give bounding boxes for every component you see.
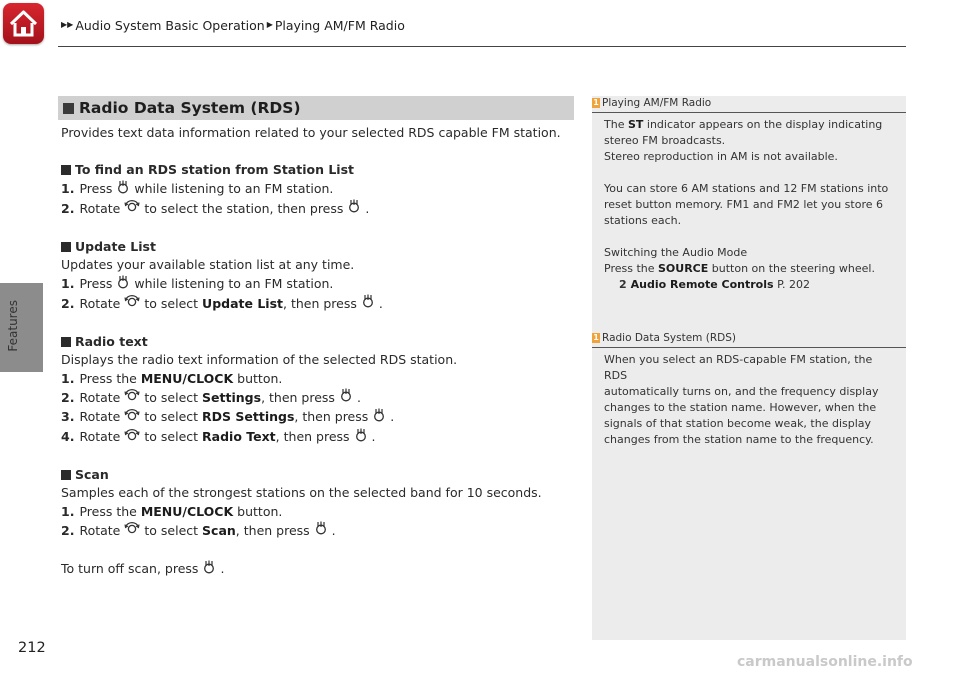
rotate-knob-icon xyxy=(124,199,140,219)
main-content xyxy=(61,124,571,579)
press-knob-icon xyxy=(347,199,361,219)
section-title: Radio Data System (RDS) xyxy=(79,99,301,117)
rotate-knob-icon xyxy=(124,294,140,314)
press-knob-icon xyxy=(314,521,328,541)
step: 2. Rotate to select Update List , then press . xyxy=(61,294,571,314)
subheading-scan: Scan xyxy=(61,466,571,485)
step: 2. Rotate to select Scan , then press . xyxy=(61,521,571,541)
rotate-knob-icon xyxy=(124,408,140,428)
breadcrumb: ▶▶ Audio System Basic Operation ▶ Playing AM/FM Radio xyxy=(61,18,405,33)
description: Samples each of the strongest stations on the selected band for 10 seconds. xyxy=(61,485,542,501)
press-knob-icon xyxy=(354,428,368,448)
footer-watermark: carmanualsonline.info xyxy=(737,654,913,670)
note-playing-am-fm: 1 Playing AM/FM Radio The ST indicator appears on the display indicating stereo FM broadcasts. Stereo reproduction in AM is not available. You can store 6 AM stations and 12 FM stations into reset button memory. FM1 and FM2 let you store 6 stations each. Switching the Audio Mode Press the SOURCE button on the steering wheel. 2 Audio Remote Controls P. 202 xyxy=(592,97,906,293)
reference-arrow-icon: 2 xyxy=(619,278,627,291)
note-header xyxy=(592,97,906,109)
home-button[interactable] xyxy=(3,3,44,44)
step: 2. Rotate to select Settings , then press . xyxy=(61,388,571,408)
subheading-marker-icon xyxy=(61,165,71,175)
rotate-knob-icon xyxy=(124,388,140,408)
step: 3. Rotate to select RDS Settings , then press . xyxy=(61,408,571,428)
press-knob-icon xyxy=(116,275,130,295)
note-header xyxy=(592,332,906,344)
press-knob-icon xyxy=(361,294,375,314)
note-rds: 1 Radio Data System (RDS) When you select an RDS-capable FM station, the RDS automatically turns on, and the frequency display changes to the station name. However, when the signals of that station become weak, the display changes from the station name to the frequency. xyxy=(592,332,906,448)
chapter-tab-label: Features xyxy=(6,300,20,352)
subheading-find-station: To find an RDS station from Station List xyxy=(61,161,571,180)
home-icon xyxy=(7,7,40,40)
note-title: Radio Data System (RDS) xyxy=(602,332,736,344)
subheading-marker-icon xyxy=(61,470,71,480)
rotate-knob-icon xyxy=(124,521,140,541)
step: 1. Press while listening to an FM station. xyxy=(61,180,571,200)
press-knob-icon xyxy=(372,408,386,428)
step: 1. Press the MENU/CLOCK button. xyxy=(61,370,283,386)
subheading-marker-icon xyxy=(61,337,71,347)
note-marker-icon: 1 xyxy=(593,333,599,342)
press-knob-icon xyxy=(116,180,130,200)
scan-off-instruction: To turn off scan, press . xyxy=(61,560,571,580)
description: Updates your available station list at any time. xyxy=(61,257,355,273)
subheading-update-list: Update List xyxy=(61,238,571,257)
note-title: Playing AM/FM Radio xyxy=(602,97,712,109)
step: 1. Press while listening to an FM station. xyxy=(61,275,571,295)
step: 4. Rotate to select Radio Text , then press . xyxy=(61,428,571,448)
breadcrumb-item[interactable]: Audio System Basic Operation xyxy=(75,18,265,33)
header-divider xyxy=(58,46,906,47)
step: 2. Rotate to select the station, then press . xyxy=(61,199,571,219)
rotate-knob-icon xyxy=(124,428,140,448)
description: Displays the radio text information of the selected RDS station. xyxy=(61,352,458,368)
cross-reference-link[interactable]: 2 Audio Remote Controls P. 202 xyxy=(619,278,810,291)
note-marker-icon: 1 xyxy=(593,98,599,107)
section-title-bar xyxy=(58,96,574,120)
intro-text: Provides text data information related to your selected RDS capable FM station. xyxy=(61,125,561,140)
section-marker-icon xyxy=(63,103,74,114)
press-knob-icon xyxy=(202,560,216,580)
subheading-marker-icon xyxy=(61,242,71,252)
step: 1. Press the MENU/CLOCK button. xyxy=(61,503,283,519)
breadcrumb-item[interactable]: Playing AM/FM Radio xyxy=(274,18,405,33)
press-knob-icon xyxy=(339,388,353,408)
page-number: 212 xyxy=(18,640,46,656)
subheading-radio-text: Radio text xyxy=(61,333,571,352)
